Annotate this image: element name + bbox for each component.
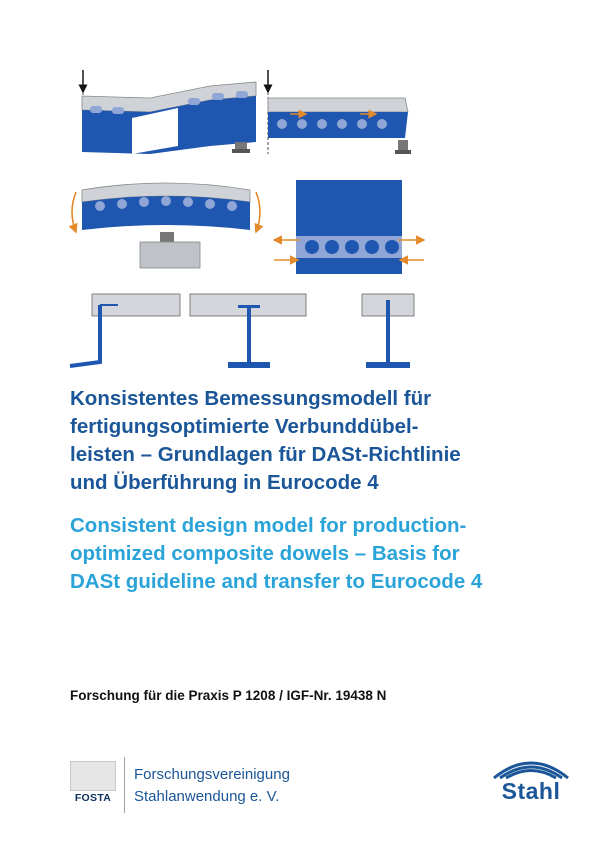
fosta-logo-text: FOSTA	[74, 792, 112, 804]
cross-section-ibeam	[190, 294, 306, 368]
title-german-line: Konsistentes Bemessungsmodell für	[70, 387, 432, 410]
diagram-angled-beam	[82, 70, 256, 154]
fosta-logo-box	[70, 761, 116, 791]
diagram-curved-beam	[72, 183, 260, 268]
organization-name	[134, 764, 290, 808]
diagram-dowel-strip	[274, 180, 424, 274]
title-german-line: leisten – Grundlagen für DASt-Richtlinie	[70, 443, 461, 466]
organization-name-line: Forschungsvereinigung	[134, 766, 290, 783]
series-label: Forschung für die Praxis P 1208 / IGF-Nr. 19438 N	[70, 688, 387, 703]
stahl-logo-text: Stahl	[501, 778, 561, 804]
title-english	[70, 512, 540, 596]
title-english-line: optimized composite dowels – Basis for	[70, 542, 460, 565]
stahl-arc-icon	[488, 754, 574, 780]
organization-name-line: Stahlanwendung e. V.	[134, 788, 280, 805]
title-german	[70, 385, 540, 497]
fosta-logo	[70, 761, 116, 806]
cross-section-narrow	[362, 294, 414, 368]
footer-divider	[124, 757, 125, 813]
title-german-line: fertigungsoptimierte Verbunddübel-	[70, 415, 419, 438]
title-english-line: Consistent design model for production-	[70, 514, 467, 537]
cross-section-angle	[70, 294, 180, 366]
title-english-line: DASt guideline and transfer to Eurocode 4	[70, 570, 483, 593]
title-german-line: und Überführung in Eurocode 4	[70, 471, 379, 494]
composite-dowel-figure	[60, 62, 430, 382]
diagram-dowel-beam	[268, 70, 411, 154]
stahl-logo	[488, 754, 574, 806]
